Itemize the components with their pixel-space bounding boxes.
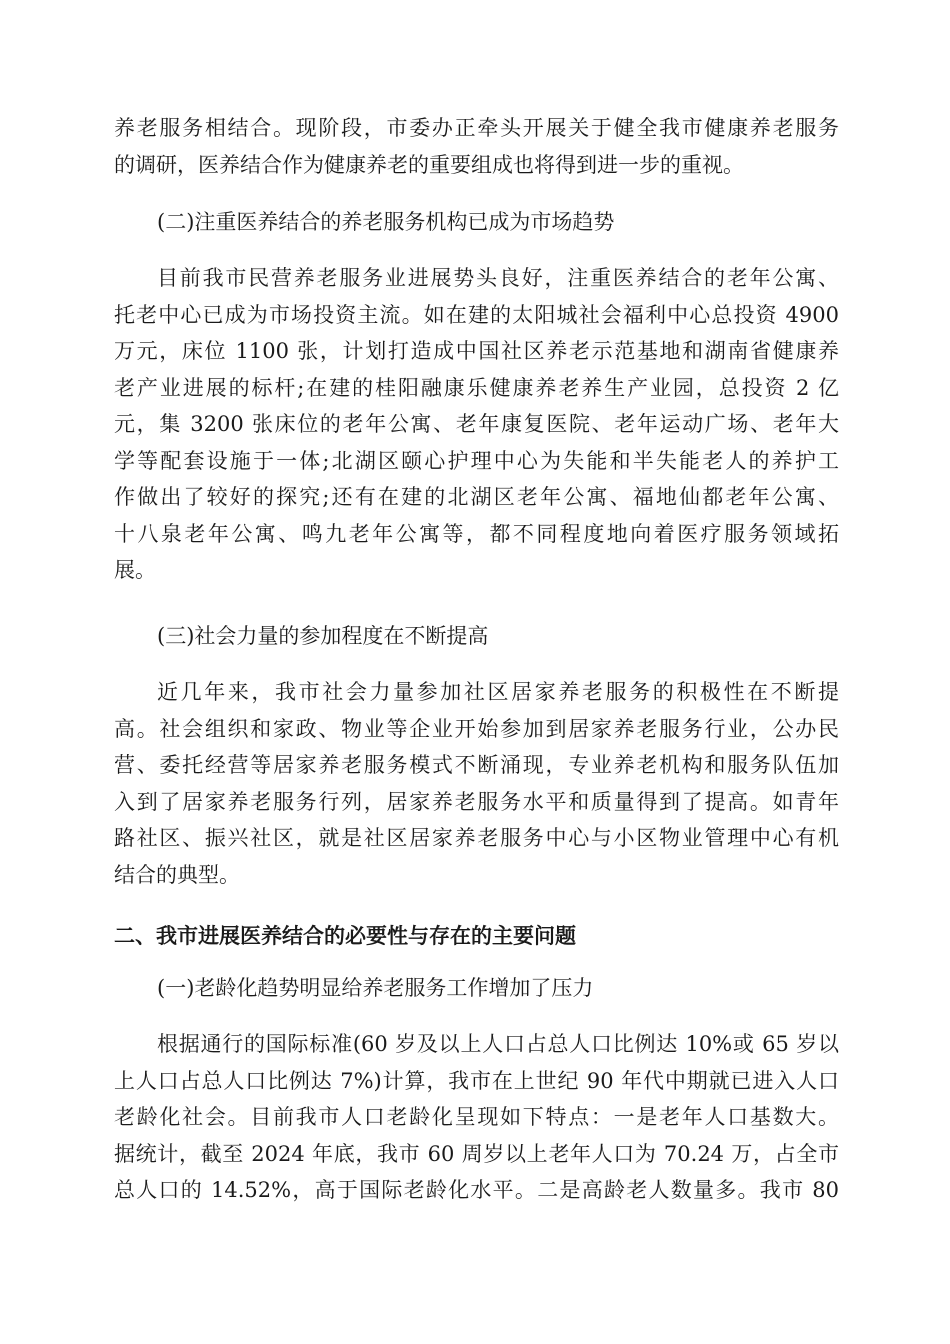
paragraph-line: 路社区、振兴社区，就是社区居家养老服务中心与小区物业管理中心有机 — [114, 826, 839, 850]
paragraph-line: 上人口占总人口比例达 7%)计算，我市在上世纪 90 年代中期就已进入人口 — [114, 1068, 839, 1093]
paragraph-2 — [114, 260, 839, 589]
paragraph-line: 总人口的 14.52%，高于国际老龄化水平。二是高龄老人数量多。我市 80 — [114, 1178, 839, 1202]
paragraph-line: 入到了居家养老服务行列，居家养老服务水平和质量得到了提高。如青年 — [114, 789, 839, 814]
paragraph-line: 根据通行的国际标准(60 岁及以上人口占总人口比例达 10%或 65 岁以 — [157, 1032, 839, 1056]
paragraph-line: 的调研，医养结合作为健康养老的重要组成也将得到进一步的重视。 — [114, 152, 744, 177]
paragraph-line: 元，集 3200 张床位的老年公寓、老年康复医院、老年运动广场、老年大 — [114, 412, 839, 436]
paragraph-line: 据统计，截至 2024 年底，我市 60 周岁以上老年人口为 70.24 万，占全市 — [114, 1141, 839, 1166]
paragraph-line: 学等配套设施于一体;北湖区颐心护理中心为失能和半失能老人的养护工 — [114, 448, 839, 473]
paragraph-line: 展。 — [114, 558, 156, 582]
paragraph-line: 近几年来，我市社会力量参加社区居家养老服务的积极性在不断提 — [157, 680, 839, 704]
paragraph-line: 高。社会组织和家政、物业等企业开始参加到居家养老服务行业，公办民 — [114, 716, 839, 741]
paragraph-1 — [114, 110, 839, 183]
paragraph-line: 十八泉老年公寓、鸣九老年公寓等，都不同程度地向着医疗服务领域拓 — [114, 521, 839, 546]
paragraph-3 — [114, 674, 839, 893]
subheading-4: (一)老龄化趋势明显给养老服务工作增加了压力 — [157, 976, 594, 1000]
paragraph-line: 养老服务相结合。现阶段，市委办正牵头开展关于健全我市健康养老服务 — [114, 116, 839, 140]
subheading-2: (二)注重医养结合的养老服务机构已成为市场趋势 — [157, 210, 615, 234]
paragraph-4 — [114, 1026, 839, 1209]
subheading-3: (三)社会力量的参加程度在不断提高 — [157, 624, 489, 648]
paragraph-line: 营、委托经营等居家养老服务模式不断涌现，专业养老机构和服务队伍加 — [114, 753, 839, 777]
paragraph-line: 托老中心已成为市场投资主流。如在建的太阳城社会福利中心总投资 4900 — [114, 302, 839, 327]
paragraph-line: 万元，床位 1100 张，计划打造成中国社区养老示范基地和湖南省健康养 — [114, 339, 839, 363]
paragraph-line: 目前我市民营养老服务业进展势头良好，注重医养结合的老年公寓、 — [157, 266, 839, 290]
paragraph-line: 作做出了较好的探究;还有在建的北湖区老年公寓、福地仙都老年公寓、 — [114, 485, 839, 509]
paragraph-line: 老龄化社会。目前我市人口老龄化呈现如下特点：一是老年人口基数大。 — [114, 1105, 839, 1129]
paragraph-line: 老产业进展的标杆;在建的桂阳融康乐健康养老养生产业园，总投资 2 亿 — [114, 375, 839, 400]
paragraph-line: 结合的典型。 — [114, 862, 240, 887]
section-heading: 二、我市进展医养结合的必要性与存在的主要问题 — [114, 923, 576, 948]
